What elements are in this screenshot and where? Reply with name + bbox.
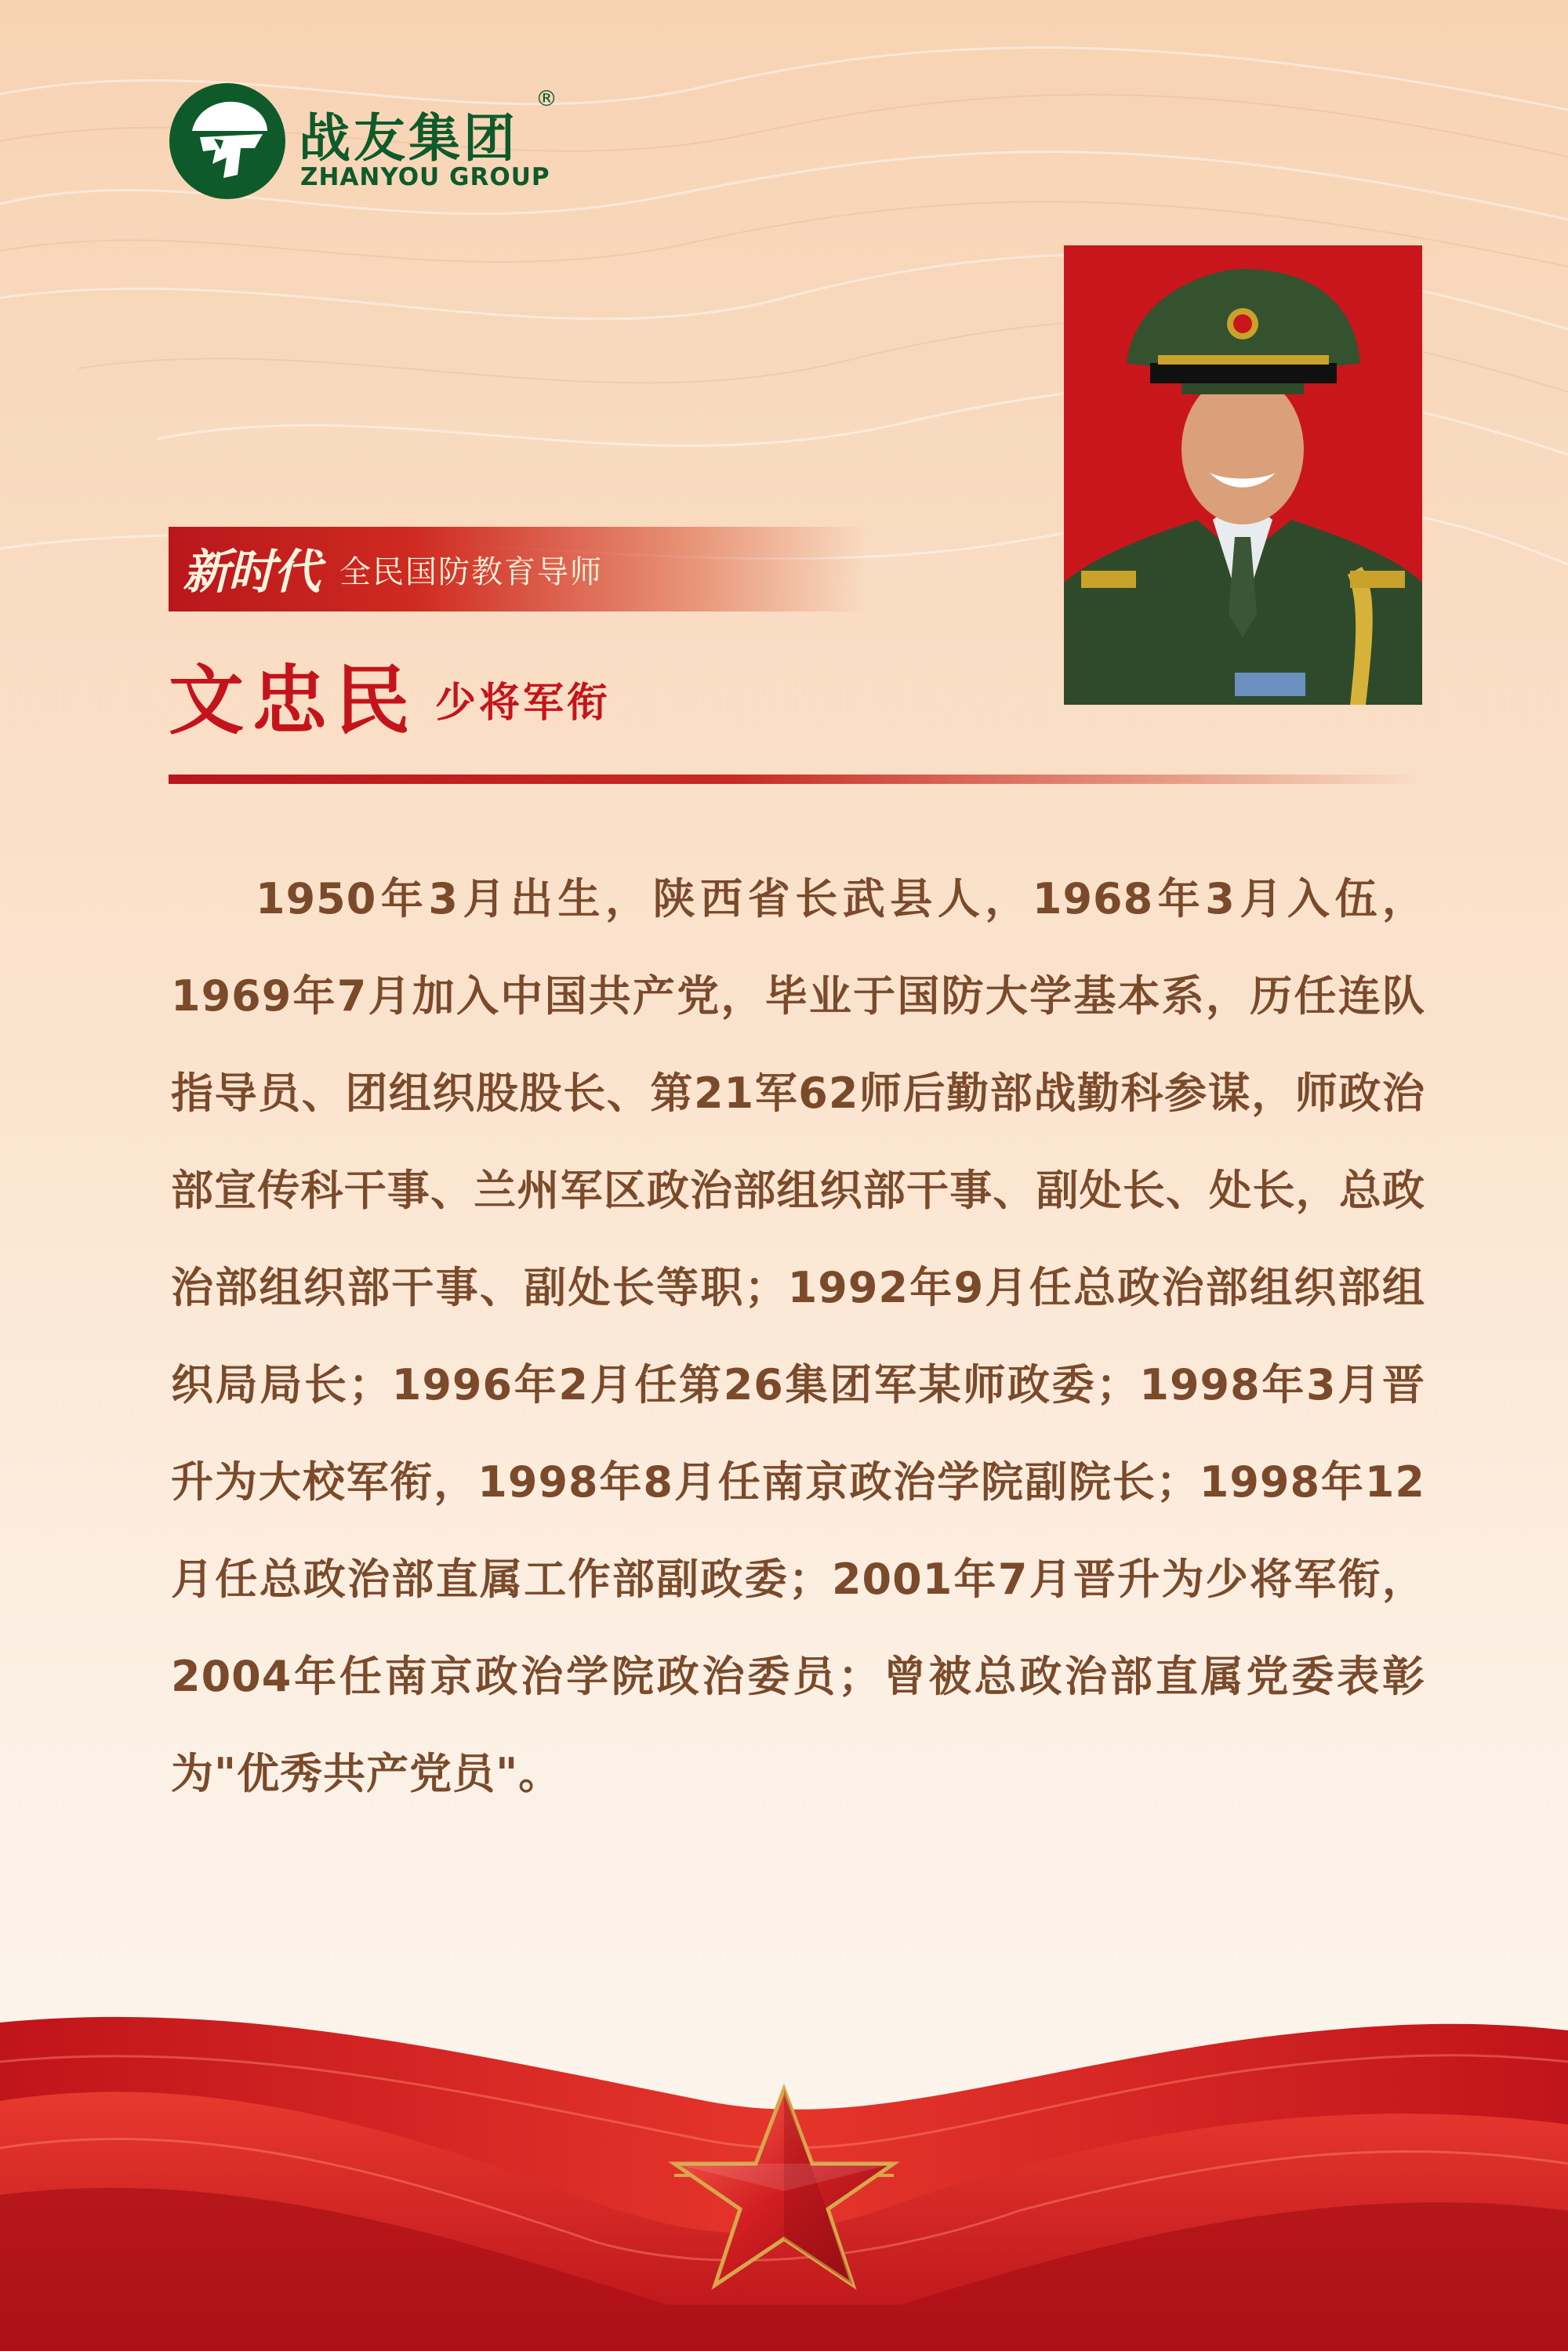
registered-mark: ® <box>535 85 557 111</box>
section-divider <box>169 775 1423 784</box>
biography-text: 1950年3月出生，陕西省长武县人，1968年3月入伍，1969年7月加入中国共产党，毕业于国防大学基本系，历任连队指导员、团组织股股长、第21军62师后勤部战勤科参谋，师政治部宣传科干事、兰州军区政治部组织部干事、副处长、处长，总政治部组织部干事、副处长等职；1992年9月任总政治部组织部组织局局长；1996年2月任第26集团军某师政委；1998年3月晋升为大校军衔，1998年8月任南京政治学院副院长；1998年12月任总政治部直属工作部副政委；2001年7月晋升为少将军衔，2004年任南京政治学院政治委员；曾被总政治部直属党委表彰为"优秀共产党员"。 <box>171 874 1425 1798</box>
brand-name-cn: 战友集团 <box>299 108 518 169</box>
brand-logo <box>169 82 576 200</box>
person-name: 文忠民 <box>169 656 418 745</box>
red-ribbon-footer <box>0 2007 1568 2351</box>
brand-name-en: ZHANYOU GROUP <box>300 163 550 191</box>
soldier-logo-icon <box>169 82 286 200</box>
title-banner <box>169 527 866 611</box>
banner-subtitle: 全民国防教育导师 <box>339 554 603 590</box>
banner-script-text: 新时代 <box>183 545 319 600</box>
person-rank: 少将军衔 <box>435 679 612 727</box>
portrait-photo <box>1064 245 1422 705</box>
